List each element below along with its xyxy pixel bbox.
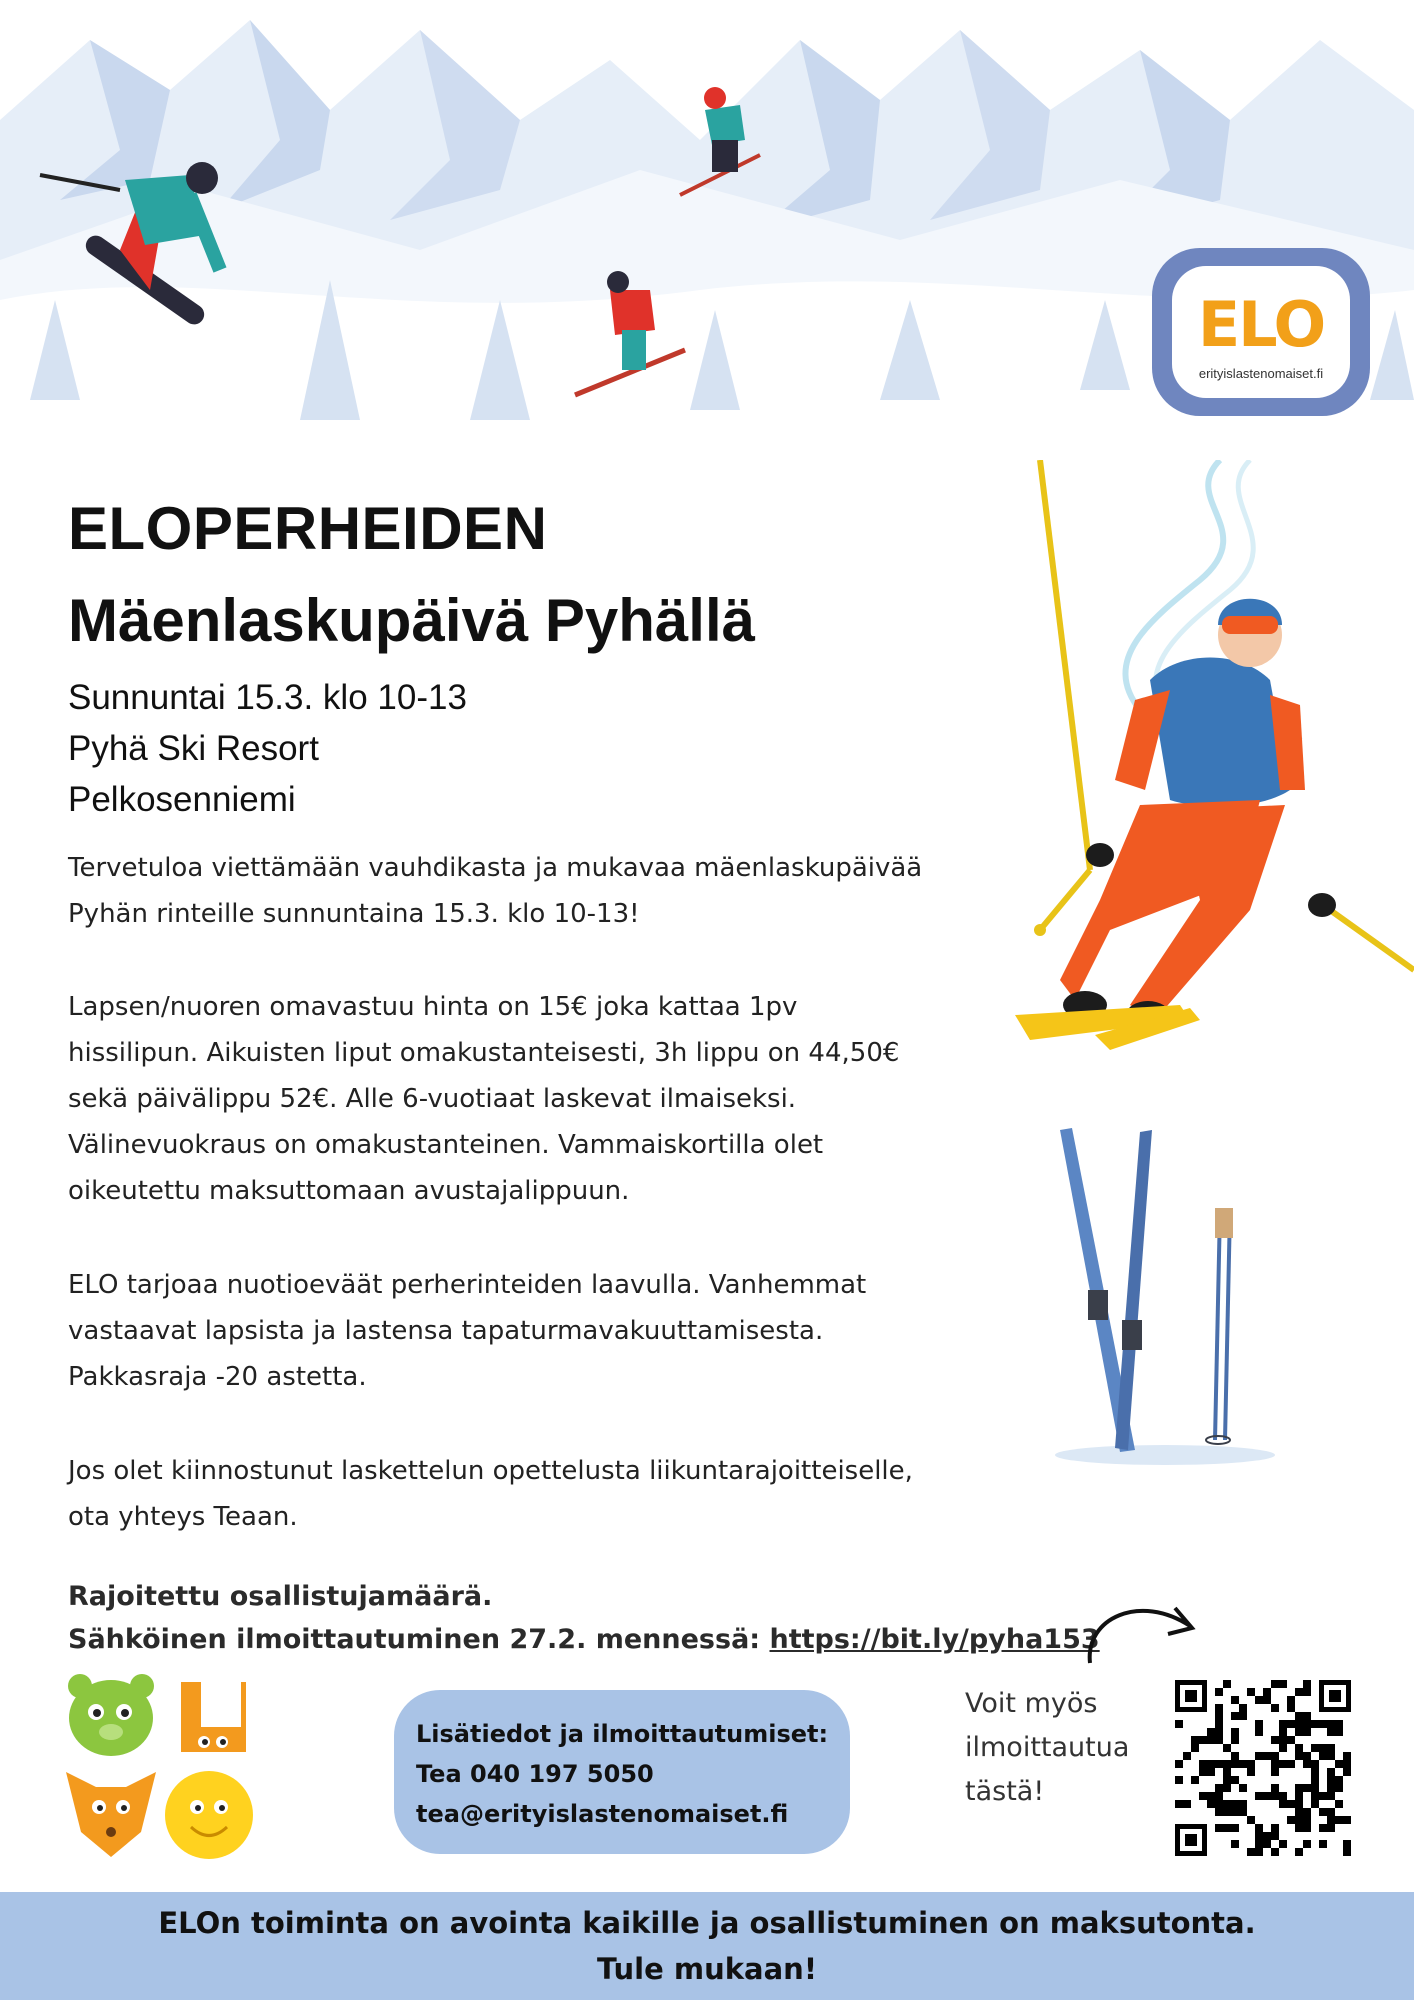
text-line: sekä päivälippu 52€. Alle 6-vuotiaat laskevat ilmaiseksi. — [68, 1084, 797, 1114]
text-line: oikeutettu maksuttomaan avustajalippuun. — [68, 1176, 630, 1206]
qr-module — [1239, 1800, 1247, 1808]
text-line: ota yhteys Teaan. — [68, 1502, 298, 1532]
qr-module — [1247, 1688, 1255, 1696]
qr-module — [1311, 1760, 1319, 1768]
qr-module — [1303, 1688, 1311, 1696]
paragraph-pricing — [68, 984, 958, 1214]
text-line: ELO tarjoaa nuotioeväät perherinteiden laavulla. Vanhemmat — [68, 1270, 867, 1300]
qr-module — [1303, 1752, 1311, 1760]
qr-module — [1215, 1728, 1223, 1736]
qr-module — [1295, 1824, 1303, 1832]
limited-participants-note: Rajoitettu osallistujamäärä. — [68, 1581, 493, 1612]
qr-module — [1279, 1792, 1287, 1800]
qr-module — [1215, 1688, 1223, 1696]
qr-module — [1319, 1824, 1327, 1832]
qr-module — [1327, 1728, 1335, 1736]
qr-module — [1215, 1736, 1223, 1744]
qr-module — [1295, 1728, 1303, 1736]
qr-note-line: ilmoittautua — [965, 1732, 1130, 1763]
qr-module — [1279, 1744, 1287, 1752]
qr-module — [1295, 1792, 1303, 1800]
text-line: Välinevuokraus on omakustanteinen. Vammaiskortilla olet — [68, 1130, 824, 1160]
qr-module — [1271, 1704, 1279, 1712]
qr-module — [1327, 1784, 1335, 1792]
qr-module — [1247, 1768, 1255, 1776]
qr-module — [1295, 1752, 1303, 1760]
qr-module — [1271, 1792, 1279, 1800]
qr-module — [1287, 1800, 1295, 1808]
qr-module — [1223, 1800, 1231, 1808]
contact-email[interactable]: tea@erityislastenomaiset.fi — [416, 1800, 789, 1828]
yellow-sun-mascot — [165, 1771, 253, 1859]
qr-module — [1295, 1712, 1303, 1720]
qr-module — [1327, 1768, 1335, 1776]
qr-module — [1175, 1776, 1183, 1784]
qr-module — [1343, 1848, 1351, 1856]
qr-module — [1327, 1776, 1335, 1784]
qr-note-line: Voit myös — [965, 1688, 1098, 1719]
qr-module — [1175, 1760, 1183, 1768]
qr-module — [1295, 1688, 1303, 1696]
qr-module — [1343, 1768, 1351, 1776]
paragraph-contact-tea — [68, 1448, 958, 1540]
qr-module — [1303, 1720, 1311, 1728]
orange-fox-mascot — [66, 1772, 156, 1857]
qr-module — [1319, 1752, 1327, 1760]
qr-module — [1271, 1760, 1279, 1768]
qr-module — [1279, 1720, 1287, 1728]
page-title-line1: ELOPERHEIDEN — [68, 495, 548, 562]
qr-module — [1335, 1784, 1343, 1792]
event-venue: Pyhä Ski Resort — [68, 729, 319, 768]
contact-phone[interactable]: Tea 040 197 5050 — [416, 1760, 654, 1788]
qr-module — [1287, 1760, 1295, 1768]
qr-module — [1343, 1760, 1351, 1768]
qr-module — [1287, 1696, 1295, 1704]
qr-module — [1223, 1744, 1231, 1752]
qr-module — [1343, 1816, 1351, 1824]
qr-module — [1255, 1728, 1263, 1736]
qr-module — [1311, 1792, 1319, 1800]
qr-module — [1231, 1824, 1239, 1832]
qr-module — [1263, 1752, 1271, 1760]
qr-module — [1327, 1752, 1335, 1760]
qr-module — [1303, 1712, 1311, 1720]
qr-module — [1319, 1744, 1327, 1752]
qr-module — [1255, 1848, 1263, 1856]
qr-module — [1191, 1776, 1199, 1784]
qr-module — [1231, 1776, 1239, 1784]
text-line: Tervetuloa viettämään vauhdikasta ja mukavaa mäenlaskupäivää — [68, 853, 923, 883]
qr-module — [1215, 1784, 1223, 1792]
qr-module — [1271, 1824, 1279, 1832]
qr-module — [1303, 1816, 1311, 1824]
qr-module — [1215, 1712, 1223, 1720]
qr-module — [1207, 1760, 1215, 1768]
qr-module — [1303, 1824, 1311, 1832]
qr-module — [1239, 1784, 1247, 1792]
qr-module — [1343, 1840, 1351, 1848]
qr-module — [1215, 1760, 1223, 1768]
qr-module — [1295, 1800, 1303, 1808]
qr-module — [1231, 1736, 1239, 1744]
qr-module — [1303, 1808, 1311, 1816]
qr-module — [1319, 1720, 1327, 1728]
qr-module — [1199, 1768, 1207, 1776]
elo-mascots — [66, 1672, 256, 1862]
qr-module — [1255, 1840, 1263, 1848]
qr-module — [1191, 1736, 1199, 1744]
qr-module — [1311, 1776, 1319, 1784]
qr-module — [1215, 1792, 1223, 1800]
qr-module — [1231, 1728, 1239, 1736]
qr-module — [1303, 1840, 1311, 1848]
qr-module — [1263, 1840, 1271, 1848]
qr-module — [1343, 1752, 1351, 1760]
qr-module — [1263, 1688, 1271, 1696]
qr-module — [1223, 1768, 1231, 1776]
paragraph-catering — [68, 1262, 958, 1400]
qr-module — [1199, 1760, 1207, 1768]
qr-module — [1207, 1800, 1215, 1808]
qr-module — [1319, 1840, 1327, 1848]
qr-module — [1295, 1848, 1303, 1856]
qr-module — [1263, 1696, 1271, 1704]
qr-module — [1303, 1760, 1311, 1768]
qr-module — [1271, 1848, 1279, 1856]
qr-module — [1303, 1680, 1311, 1688]
qr-module — [1175, 1800, 1183, 1808]
qr-module — [1223, 1808, 1231, 1816]
qr-module — [1255, 1752, 1263, 1760]
elo-logo-badge — [1152, 248, 1370, 416]
qr-module — [1183, 1800, 1191, 1808]
logo-wordmark: ELO — [1197, 288, 1325, 361]
qr-module — [1327, 1744, 1335, 1752]
qr-module — [1311, 1720, 1319, 1728]
qr-module — [1271, 1752, 1279, 1760]
logo-inner — [1172, 266, 1350, 398]
skier-illustration — [1000, 460, 1414, 1060]
qr-module — [1215, 1808, 1223, 1816]
qr-module — [1303, 1784, 1311, 1792]
qr-code[interactable] — [1175, 1680, 1351, 1856]
paragraph-welcome — [68, 845, 958, 937]
contact-heading: Lisätiedot ja ilmoittautumiset: — [416, 1720, 829, 1748]
qr-module — [1279, 1680, 1287, 1688]
qr-module — [1191, 1744, 1199, 1752]
text-line: hissilipun. Aikuisten liput omakustanteisesti, 3h lippu on 44,50€ — [68, 1038, 900, 1068]
qr-module — [1279, 1760, 1287, 1768]
skis-and-poles-illustration — [1040, 1120, 1290, 1470]
qr-module — [1287, 1704, 1295, 1712]
registration-deadline — [68, 1624, 1100, 1655]
qr-module — [1327, 1816, 1335, 1824]
text-line: Lapsen/nuoren omavastuu hinta on 15€ joka kattaa 1pv — [68, 992, 798, 1022]
qr-module — [1311, 1768, 1319, 1776]
qr-module — [1223, 1784, 1231, 1792]
qr-module — [1335, 1776, 1343, 1784]
qr-module — [1231, 1800, 1239, 1808]
qr-module — [1311, 1784, 1319, 1792]
qr-module — [1255, 1824, 1263, 1832]
qr-module — [1255, 1792, 1263, 1800]
qr-module — [1287, 1736, 1295, 1744]
qr-module — [1247, 1848, 1255, 1856]
qr-module — [1287, 1816, 1295, 1824]
qr-module — [1279, 1840, 1287, 1848]
qr-module — [1335, 1728, 1343, 1736]
qr-module — [1327, 1792, 1335, 1800]
qr-module — [1327, 1720, 1335, 1728]
qr-module — [1239, 1704, 1247, 1712]
qr-module — [1207, 1736, 1215, 1744]
qr-module — [1271, 1680, 1279, 1688]
qr-module — [1255, 1720, 1263, 1728]
qr-module — [1319, 1792, 1327, 1800]
text-line: Pakkasraja -20 astetta. — [68, 1362, 367, 1392]
qr-module — [1215, 1704, 1223, 1712]
qr-module — [1295, 1808, 1303, 1816]
qr-module — [1223, 1824, 1231, 1832]
qr-module — [1207, 1728, 1215, 1736]
qr-module — [1223, 1760, 1231, 1768]
qr-module — [1215, 1800, 1223, 1808]
qr-module — [1231, 1808, 1239, 1816]
deadline-text: Sähköinen ilmoittautuminen 27.2. mennessä: — [68, 1624, 761, 1655]
qr-module — [1255, 1832, 1263, 1840]
qr-module — [1271, 1784, 1279, 1792]
qr-module — [1239, 1808, 1247, 1816]
qr-module — [1263, 1792, 1271, 1800]
footer-line1: ELOn toiminta on avointa kaikille ja osallistuminen on maksutonta. — [158, 1906, 1256, 1940]
contact-info-box — [394, 1690, 850, 1854]
qr-module — [1335, 1800, 1343, 1808]
qr-module — [1303, 1728, 1311, 1736]
qr-module — [1231, 1840, 1239, 1848]
qr-module — [1247, 1816, 1255, 1824]
registration-link[interactable]: https://bit.ly/pyha153 — [769, 1624, 1100, 1655]
qr-module — [1231, 1760, 1239, 1768]
qr-module — [1199, 1792, 1207, 1800]
qr-module — [1311, 1744, 1319, 1752]
text-line: vastaavat lapsista ja lastensa tapaturmavakuuttamisesta. — [68, 1316, 824, 1346]
qr-module — [1295, 1720, 1303, 1728]
page-title-line2: Mäenlaskupäivä Pyhällä — [68, 587, 756, 654]
qr-module — [1279, 1728, 1287, 1736]
event-date: Sunnuntai 15.3. klo 10-13 — [68, 678, 467, 717]
green-bear-mascot — [68, 1674, 154, 1756]
qr-module — [1239, 1712, 1247, 1720]
qr-module — [1231, 1752, 1239, 1760]
qr-module — [1175, 1720, 1183, 1728]
qr-module — [1327, 1808, 1335, 1816]
qr-module — [1255, 1696, 1263, 1704]
qr-module — [1311, 1800, 1319, 1808]
qr-module — [1335, 1816, 1343, 1824]
qr-module — [1287, 1720, 1295, 1728]
qr-module — [1199, 1736, 1207, 1744]
qr-module — [1207, 1768, 1215, 1776]
footer-line2: Tule mukaan! — [596, 1952, 818, 1986]
qr-module — [1247, 1760, 1255, 1768]
qr-module — [1295, 1784, 1303, 1792]
logo-url: erityislastenomaiset.fi — [1198, 366, 1324, 381]
qr-module — [1223, 1680, 1231, 1688]
qr-module — [1335, 1720, 1343, 1728]
qr-module — [1215, 1824, 1223, 1832]
qr-module — [1263, 1832, 1271, 1840]
qr-module — [1183, 1752, 1191, 1760]
event-town: Pelkosenniemi — [68, 780, 296, 819]
qr-module — [1295, 1744, 1303, 1752]
qr-module — [1239, 1760, 1247, 1768]
qr-module — [1327, 1824, 1335, 1832]
qr-module — [1319, 1808, 1327, 1816]
text-line: Jos olet kiinnostunut laskettelun opettelusta liikuntarajoitteiselle, — [68, 1456, 913, 1486]
qr-module — [1271, 1832, 1279, 1840]
qr-note-line: tästä! — [965, 1776, 1045, 1807]
qr-module — [1271, 1768, 1279, 1776]
footer-banner — [0, 1892, 1414, 2000]
qr-module — [1335, 1760, 1343, 1768]
orange-block-mascot — [181, 1682, 246, 1752]
arrow-icon — [1080, 1598, 1200, 1668]
qr-module — [1223, 1776, 1231, 1784]
qr-module — [1231, 1712, 1239, 1720]
qr-module — [1271, 1736, 1279, 1744]
qr-module — [1279, 1736, 1287, 1744]
qr-register-note — [965, 1682, 1129, 1814]
qr-module — [1207, 1792, 1215, 1800]
qr-module — [1231, 1696, 1239, 1704]
qr-module — [1279, 1800, 1287, 1808]
text-line: Pyhän rinteille sunnuntaina 15.3. klo 10-13! — [68, 899, 640, 929]
qr-module — [1215, 1720, 1223, 1728]
qr-module — [1295, 1816, 1303, 1824]
